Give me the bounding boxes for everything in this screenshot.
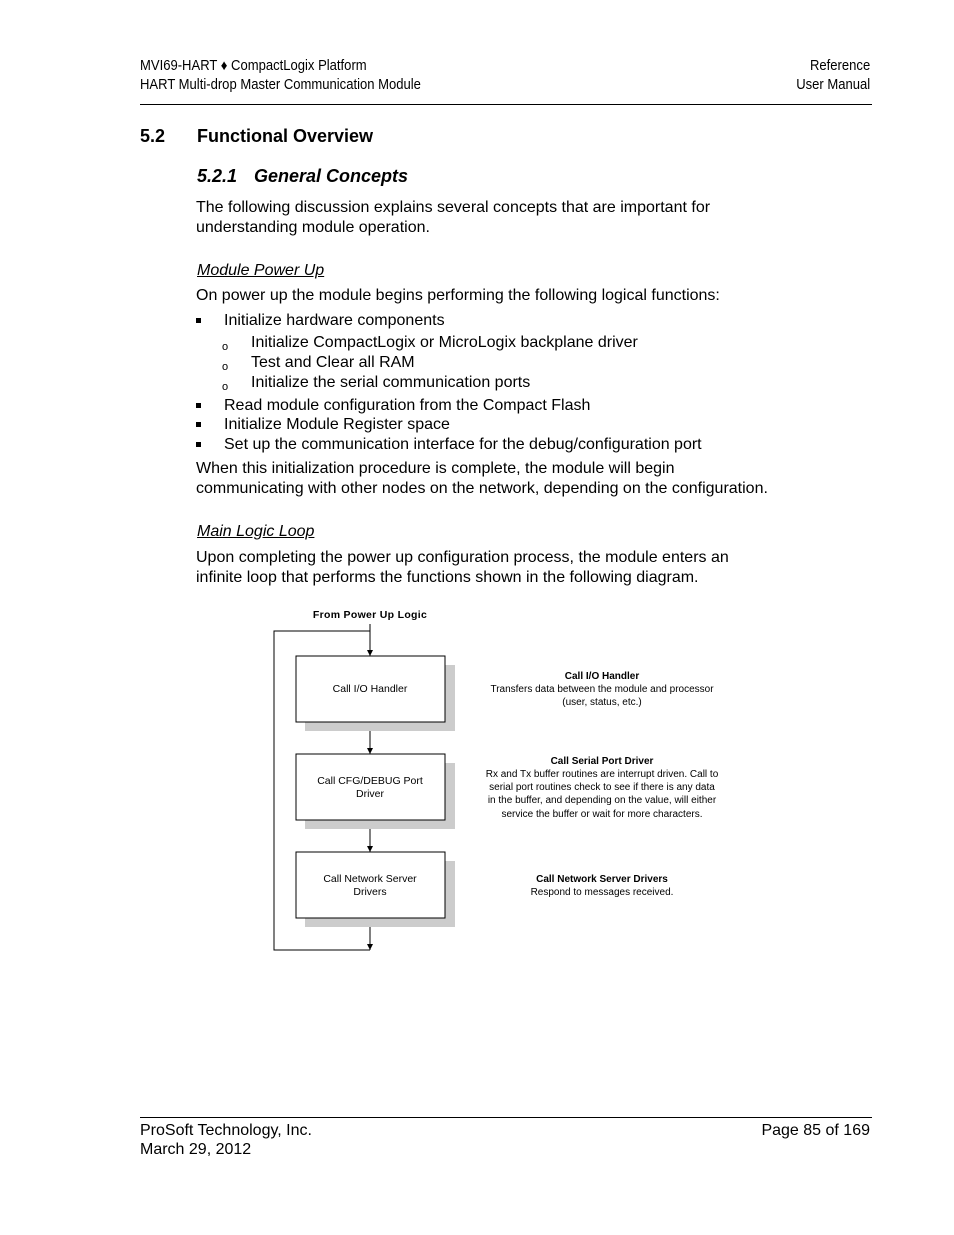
header-doc-type: User Manual (796, 77, 870, 93)
footer-left (140, 1121, 312, 1159)
bullet-circle-icon: o (222, 361, 229, 373)
main-loop-line: infinite loop that performs the functions shown in the following diagram. (196, 569, 699, 586)
header-section-name: Reference (809, 58, 870, 74)
description-line: Transfers data between the module and processor (490, 684, 714, 695)
description-line: Respond to messages received. (530, 887, 674, 898)
power-up-heading: Module Power Up (197, 262, 325, 279)
box-label: Call I/O Handler (332, 683, 408, 695)
bullet-circle-icon: o (222, 381, 229, 393)
footer-page-number: Page 85 of 169 (761, 1122, 870, 1139)
network-server-drivers-box (296, 852, 445, 918)
closing-line: communicating with other nodes on the network, depending on the configuration. (196, 480, 768, 497)
description-line: service the buffer or wait for more characters. (501, 809, 703, 820)
intro-line: understanding module operation. (196, 219, 430, 236)
bullet-circle-icon: o (222, 341, 229, 353)
footer-date: March 29, 2012 (140, 1141, 252, 1158)
main-loop-heading: Main Logic Loop (197, 523, 315, 540)
header-module-name: HART Multi-drop Master Communication Module (140, 77, 421, 93)
box-label: Call Network Server (323, 873, 417, 885)
box-label: Call CFG/DEBUG Port (317, 775, 423, 787)
description-line: serial port routines check to see if there is any data (489, 782, 715, 793)
power-up-lead: On power up the module begins performing the following logical functions: (196, 287, 720, 304)
subsection-title: General Concepts (254, 166, 409, 186)
cfg-debug-driver-box (296, 754, 445, 820)
closing-line: When this initialization procedure is complete, the module will begin (196, 460, 675, 477)
description-line: Rx and Tx buffer routines are interrupt driven. Call to (485, 769, 719, 780)
main-loop-line: Upon completing the power up configuration process, the module enters an (196, 549, 729, 566)
footer-company: ProSoft Technology, Inc. (140, 1122, 312, 1139)
subsection-number: 5.2.1 (197, 166, 238, 186)
intro-line: The following discussion explains several concepts that are important for (196, 199, 711, 216)
description-title: Call I/O Handler (564, 671, 640, 682)
header-product-line: MVI69-HART ♦ CompactLogix Platform (140, 58, 367, 74)
section-title: Functional Overview (197, 126, 374, 146)
description-title: Call Serial Port Driver (550, 756, 654, 767)
footer-rule (140, 1117, 872, 1118)
box-label: Drivers (353, 886, 387, 898)
description-line: in the buffer, and depending on the value, will either (487, 795, 717, 806)
description-line: (user, status, etc.) (562, 697, 642, 708)
description-title: Call Network Server Drivers (536, 874, 668, 885)
box-label: Driver (356, 788, 384, 800)
section-number: 5.2 (140, 126, 166, 146)
diagram-entry-label: From Power Up Logic (312, 609, 428, 621)
